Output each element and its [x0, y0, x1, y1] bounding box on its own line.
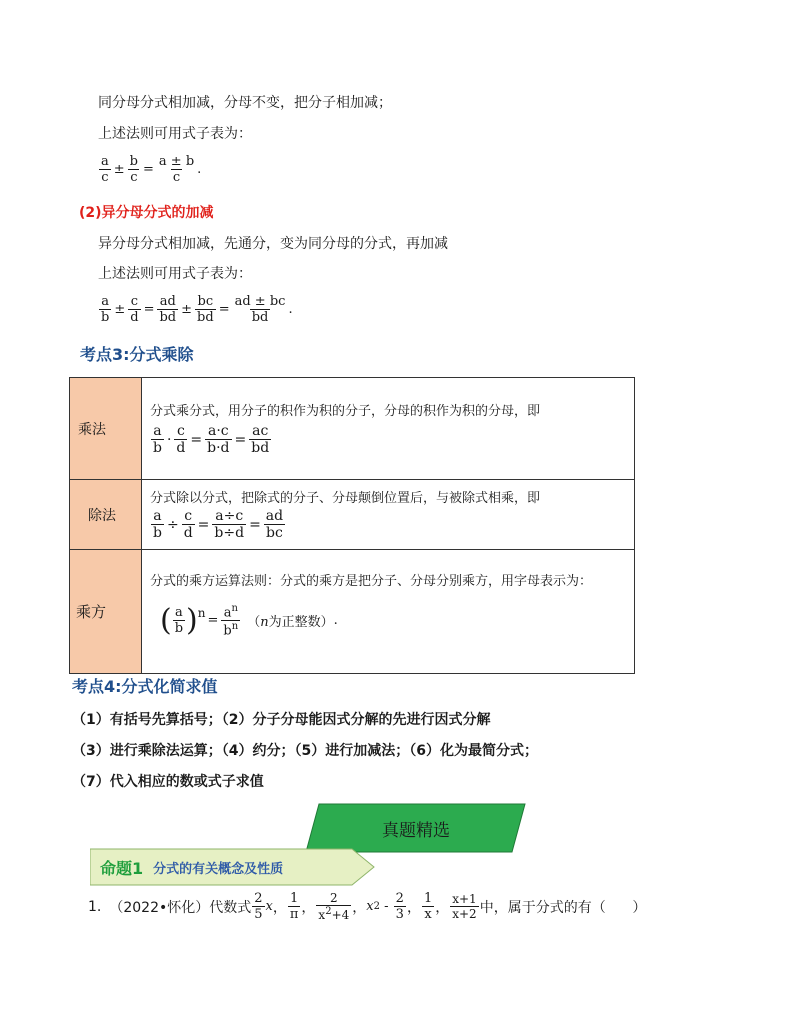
row-content-cell — [142, 480, 635, 550]
diff-denom-formula — [98, 295, 293, 324]
frac-den: bd — [251, 310, 269, 325]
kaodian4-title: 考点4:分式化简求值 — [72, 677, 218, 696]
frac-den: b — [153, 440, 162, 456]
frac-den: x+2 — [452, 907, 477, 921]
question-number: 1. — [88, 898, 102, 915]
left-paren: ( — [160, 602, 172, 638]
base: x — [318, 908, 326, 922]
table-row — [70, 378, 635, 480]
frac-num: a — [153, 423, 162, 439]
base: a — [223, 605, 232, 620]
frac-num: 2 — [395, 891, 404, 906]
frac-den: π — [289, 907, 299, 922]
table-row — [70, 480, 635, 550]
plus-minus-sign: ± — [114, 302, 126, 317]
frac-num: ad ± bc — [234, 294, 286, 309]
equals-sign: = — [218, 302, 230, 317]
banner-text: 真题精选 — [382, 820, 450, 841]
diff-denom-formula-intro: 上述法则可用式子表为： — [98, 266, 252, 282]
note-paren: （ — [247, 615, 261, 630]
note-text: 为正整数） — [268, 615, 334, 630]
equals-sign: = — [143, 162, 154, 177]
frac-num: ad — [265, 508, 284, 524]
frac-num: a·c — [207, 423, 229, 439]
equals-sign: = — [249, 516, 261, 533]
frac-num: ad — [159, 294, 176, 309]
frac-den: 3 — [395, 907, 404, 922]
diff-denom-heading: (2)异分母分式的加减 — [79, 205, 214, 221]
frac-den: b — [101, 310, 110, 325]
equals-sign: = — [143, 302, 155, 317]
variable: x — [265, 899, 273, 914]
variable: x — [366, 899, 374, 914]
power-note — [247, 611, 333, 630]
exponent: 2 — [325, 906, 332, 917]
frac-den: bc — [266, 525, 283, 541]
section-banner — [305, 802, 527, 854]
division-formula — [150, 509, 634, 540]
base: b — [223, 623, 232, 639]
row-label-cell — [70, 378, 142, 480]
plus-minus-sign: ± — [181, 302, 193, 317]
frac-den: x — [424, 907, 432, 922]
exponent: n — [231, 621, 239, 632]
right-paren: ) — [186, 602, 198, 638]
frac-num: a ± b — [158, 154, 195, 169]
row-rule-text: 分式的乘方运算法则：分式的乘方是把分子、分母分别乘方，用字母表示为： — [150, 573, 593, 589]
times-dot: · — [166, 431, 172, 448]
row-label-cell — [70, 550, 142, 674]
row-label: 乘法 — [78, 421, 106, 438]
table-row — [70, 550, 635, 674]
frac-den: c — [130, 170, 138, 185]
separator: ， — [352, 899, 367, 916]
minus-sign: - — [380, 899, 393, 914]
equals-sign: = — [207, 613, 219, 628]
frac-num: 1 — [290, 891, 299, 906]
period: . — [288, 302, 293, 317]
note-var: n — [260, 615, 269, 630]
kaodian3-title: 考点3:分式乘除 — [80, 345, 194, 364]
question-source: （2022•怀化）代数式 — [109, 899, 252, 916]
question-1 — [88, 892, 646, 921]
frac-num: b — [129, 154, 138, 169]
row-rule-text: 分式乘分式，用分子的积作为积的分子，分母的积作为积的分母，即 — [150, 404, 541, 419]
row-label-cell — [70, 480, 142, 550]
frac-den: d — [183, 525, 193, 541]
proposition-title: 分式的有关概念及性质 — [153, 861, 284, 877]
simplify-step-line: （1）有括号先算括号；（2）分子分母能因式分解的先进行因式分解 — [72, 712, 491, 728]
exponent: n — [231, 602, 238, 614]
separator: ， — [406, 899, 421, 916]
separator: ， — [301, 899, 316, 916]
frac-den: bd — [159, 310, 177, 325]
frac-den: b·d — [207, 440, 230, 456]
separator: ， — [272, 899, 287, 916]
frac-num: c — [130, 294, 139, 309]
frac-num: 1 — [423, 891, 433, 906]
multiplication-division-table — [69, 377, 635, 674]
period: . — [333, 613, 338, 628]
frac-den: b — [174, 621, 184, 636]
den-tail: +4 — [331, 908, 350, 922]
frac-num: a — [153, 508, 162, 524]
frac-num: c — [184, 508, 193, 524]
frac-den: c — [172, 170, 181, 185]
same-denom-rule-text: 同分母分式相加减，分母不变，把分子相加减； — [98, 95, 392, 111]
frac-num: 2 — [330, 891, 338, 905]
division-sign: ÷ — [166, 516, 179, 533]
period: . — [197, 162, 202, 177]
frac-num: 2 — [254, 891, 263, 906]
row-content-cell — [142, 550, 635, 674]
row-label: 乘方 — [76, 603, 107, 621]
frac-num: a — [101, 154, 109, 169]
frac-den: d — [176, 440, 186, 456]
row-rule-text: 分式除以分式，把除式的分子、分母颠倒位置后，与被除式相乘，即 — [150, 491, 541, 506]
ribbon-content — [100, 848, 283, 886]
frac-num: a÷c — [215, 508, 244, 524]
equals-sign: = — [197, 516, 210, 533]
equals-sign: = — [190, 431, 203, 448]
frac-den: d — [130, 310, 139, 325]
frac-den: bd — [251, 440, 270, 456]
frac-num: bc — [197, 294, 214, 309]
frac-den: b÷d — [214, 525, 245, 541]
frac-den: 5 — [254, 907, 263, 922]
separator: ， — [435, 899, 450, 916]
proposition-label: 命题1 — [100, 858, 144, 878]
frac-num: ac — [252, 423, 269, 439]
exponent: 2 — [373, 901, 380, 912]
multiplication-formula — [150, 424, 634, 455]
question-tail: 中，属于分式的有（ ） — [479, 899, 647, 916]
diff-denom-rule-text: 异分母分式相加减，先通分，变为同分母的分式，再加减 — [98, 236, 448, 252]
simplify-step-line: （3）进行乘除法运算；（4）约分；（5）进行加减法；（6）化为最简分式； — [72, 743, 538, 759]
frac-den: b — [153, 525, 162, 541]
frac-num: x+1 — [452, 892, 477, 906]
frac-num: a — [101, 294, 110, 309]
exponent: n — [197, 605, 206, 620]
proposition-ribbon — [90, 848, 376, 886]
equals-sign: = — [234, 431, 247, 448]
frac-num: a — [175, 605, 183, 620]
plus-minus-sign: ± — [113, 162, 125, 177]
row-content-cell — [142, 378, 635, 480]
power-formula — [150, 604, 634, 638]
simplify-step-line: （7）代入相应的数或式子求值 — [72, 774, 264, 790]
same-denom-formula-intro: 上述法则可用式子表为： — [98, 126, 252, 142]
row-label: 除法 — [88, 507, 116, 524]
same-denom-formula — [98, 155, 201, 184]
frac-num: c — [176, 423, 185, 439]
frac-den: bd — [197, 310, 214, 325]
frac-den: c — [101, 170, 109, 185]
